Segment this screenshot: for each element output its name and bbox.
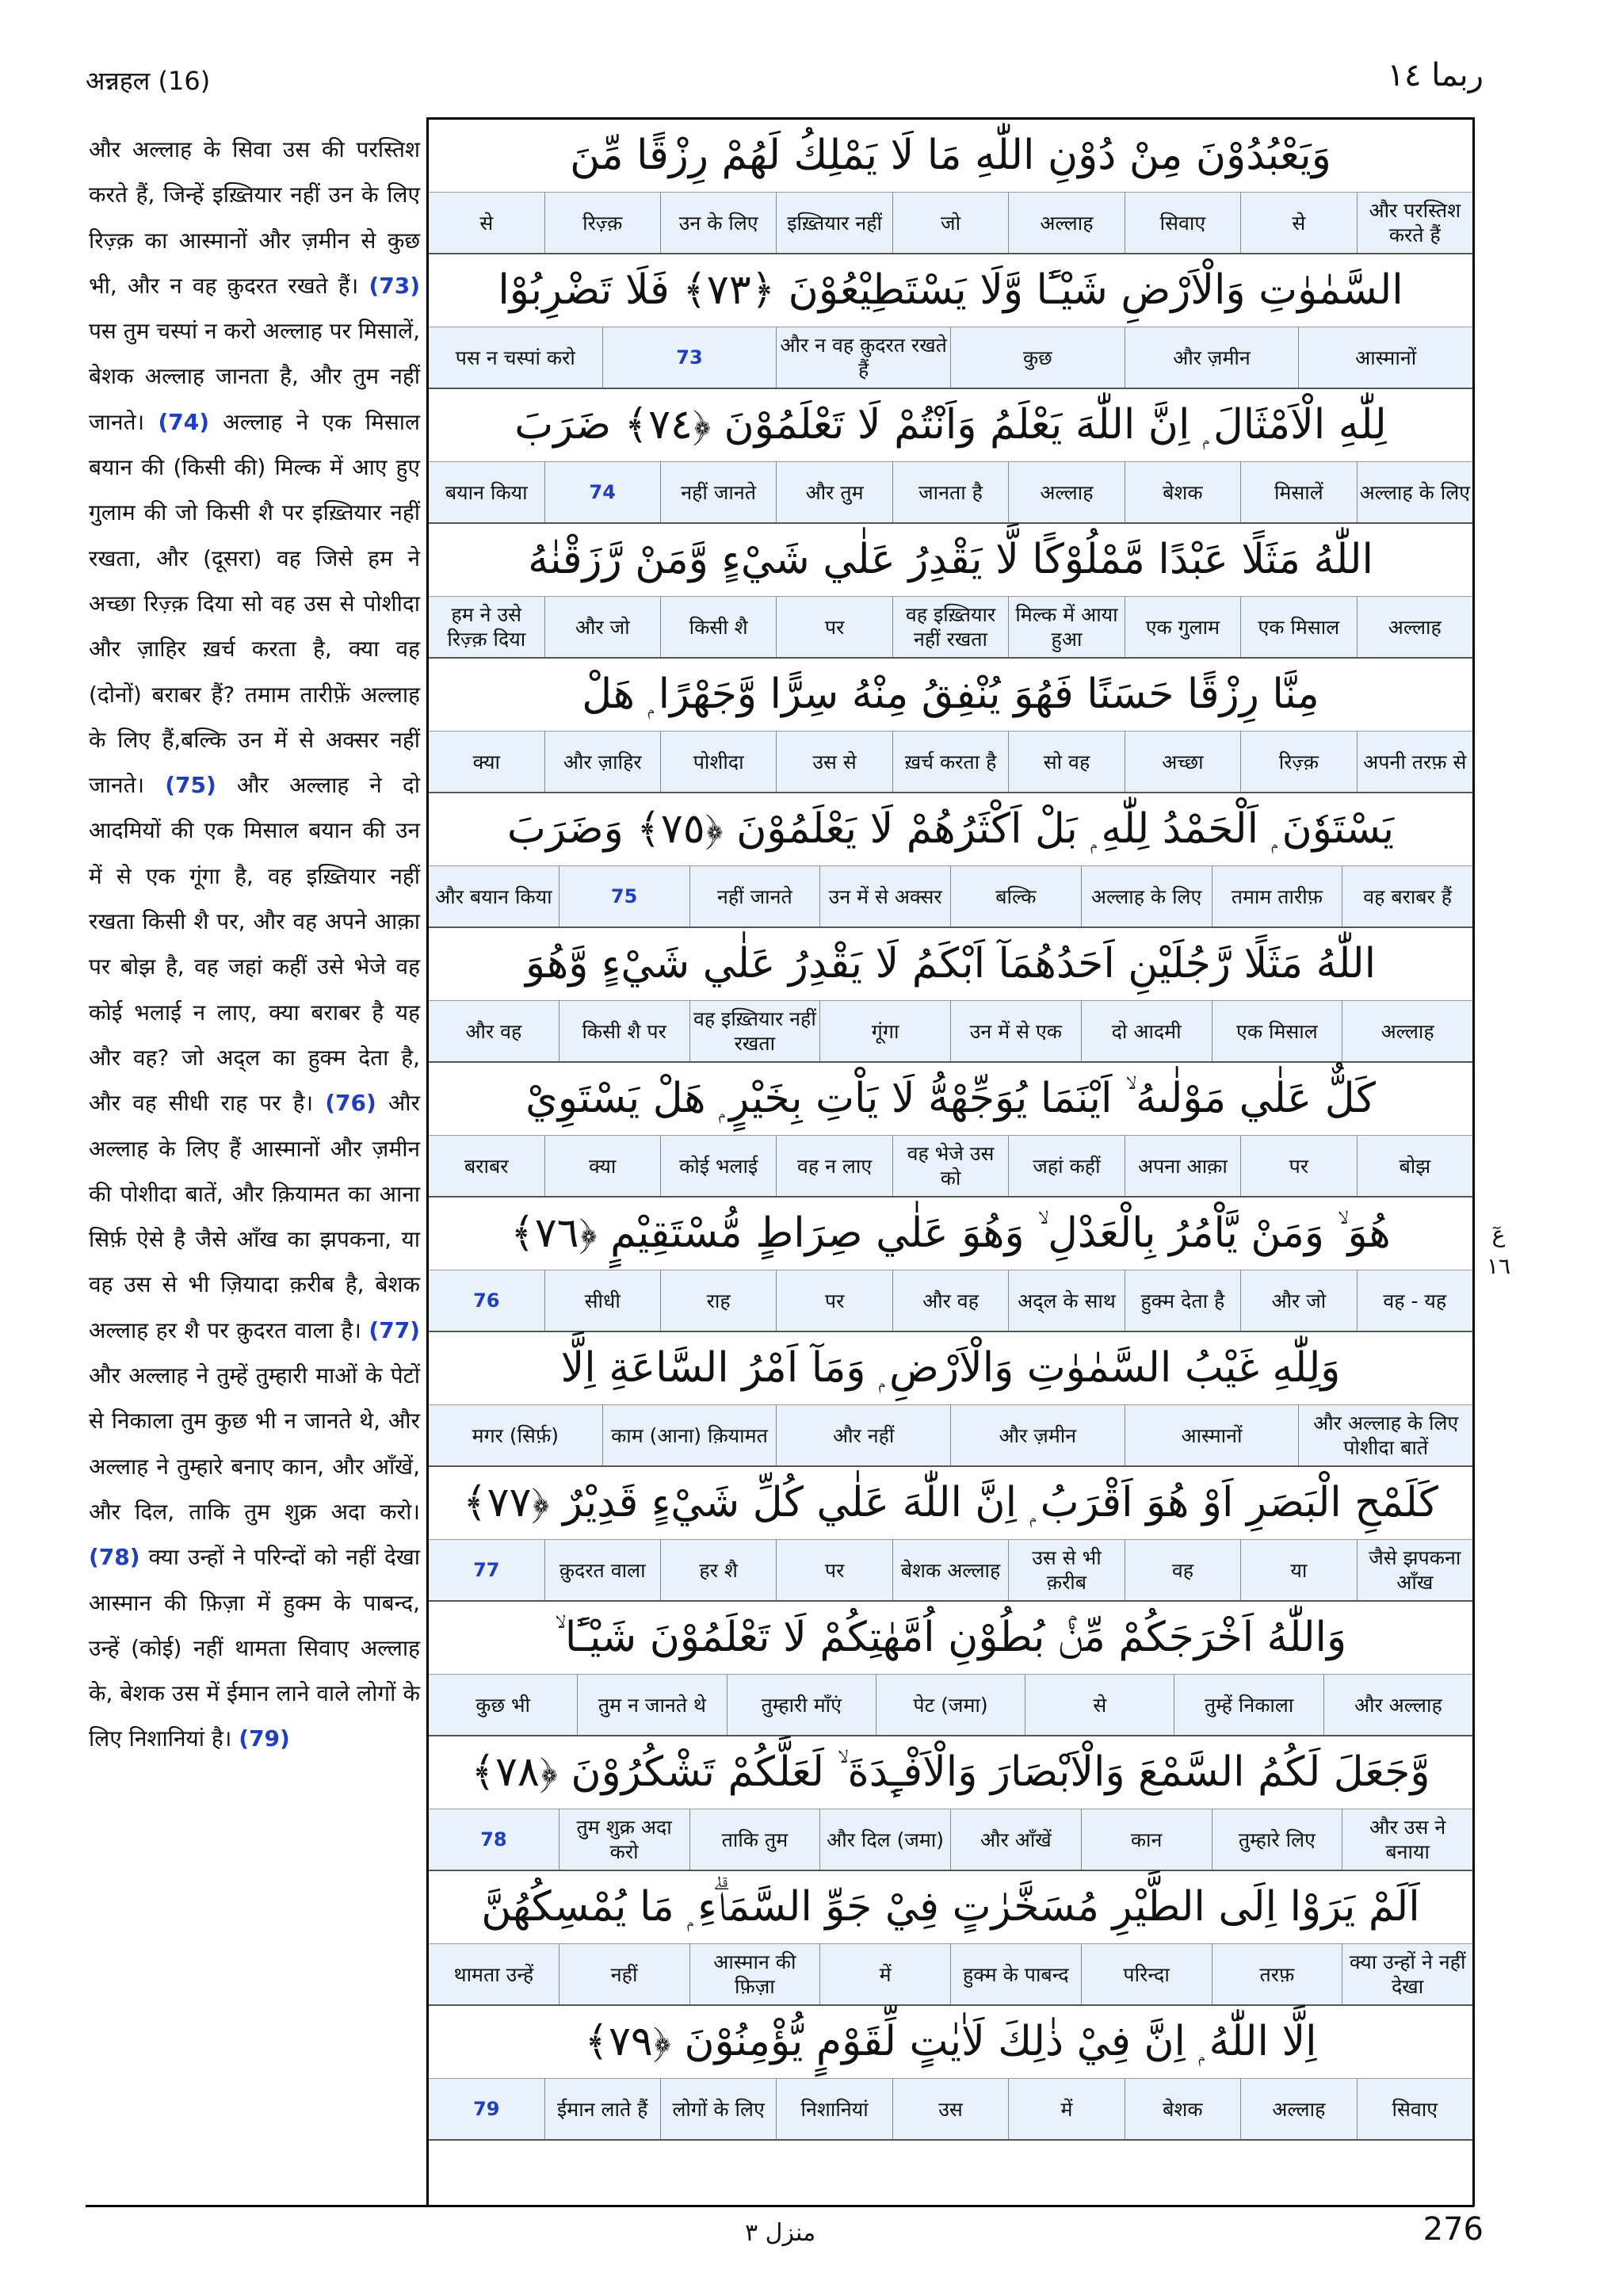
word-meaning-row [429,1809,1472,1871]
word-meaning-cell: और परस्तिश करते हैं [1357,193,1472,253]
word-meaning-cell: मगर (सिर्फ़) [472,1423,559,1447]
word-meaning-cell: वह इख़्तियार नहीं रखता [892,597,1008,657]
verse-number: (78) [89,1544,140,1571]
word-meaning-cell: और ज़ाहिर [544,732,660,792]
word-meaning-cell: पर [776,1270,892,1331]
verse-block [429,927,1472,1062]
verse-number: (73) [369,272,420,299]
word-meaning-cell: से [479,211,494,235]
word-meaning-cell: अच्छा [1125,732,1240,792]
verse-number-cell: 75 [559,866,689,926]
word-meaning-cell: अल्लाह [1342,1001,1472,1061]
word-meaning-cell: परिन्दा [1081,1944,1212,2004]
arabic-line: وَيَعْبُدُوْنَ مِنْ دُوْنِ اللّٰهِ مَا لَا يَمْلِكُ لَهُمْ رِزْقًا مِّنَ [570,132,1331,179]
word-meaning-cell: तुम शुक्र अदा करो [559,1809,689,1870]
word-meaning-cell: ईमान लाते हैं [544,2079,660,2139]
translation-paragraph [89,127,420,1762]
word-meaning-cell: मिसालें [1240,462,1356,522]
word-meaning-row [429,192,1472,254]
word-meaning-row [429,2078,1472,2141]
word-meaning-cell: किसी शै [660,597,776,657]
word-meaning-cell: तुम्हारी माँएं [727,1675,876,1735]
translation-text: और अल्लाह के लिए हैं आस्मानों और ज़मीन की पोशीदा बातें, और क़ियामत का आना सिर्फ़ ऐसे है जैसे आँख का झपकना, या वह उस से भी ज़ियादा क़रीब है, बेशक अल्लाह हर शै पर क़ुदरत वाला है। [89,1090,420,1343]
word-meaning-cell: उन के लिए [660,193,776,253]
word-meaning-cell: उस से [776,732,892,792]
word-meaning-row [429,1135,1472,1198]
word-meaning-row [429,327,1472,389]
word-meaning-row [429,1674,1472,1736]
translation-text: पस तुम चस्पां न करो अल्लाह पर मिसालें, बेशक अल्लाह जानता है, और तुम नहीं जानते। [89,318,420,435]
verse-number-cell: 73 [602,327,777,388]
word-meaning-cell: और बयान किया [435,884,552,908]
word-meaning-cell: अपना आक़ा [1125,1136,1240,1196]
word-meaning-cell: आस्मानों [1298,327,1472,388]
verse-number: (79) [239,1725,290,1752]
word-meaning-cell: और ज़मीन [1125,327,1299,388]
verse-block [429,1466,1472,1601]
arabic-line: كَلٌّ عَلٰي مَوْلٰىهُ ۙ اَيْنَمَا يُوَجِّهْهُّ لَا يَاْتِ بِخَيْرٍ ۭ هَلْ يَسْتَوِيْ [525,1074,1376,1122]
verse-block [429,658,1472,793]
arabic-line: السَّمٰوٰتِ وَالْاَرْضِ شَيْـًٔا وَّلَا يَسْتَطِيْعُوْنَ ﴿٧٣﴾ فَلَا تَضْرِبُوْا [498,266,1403,314]
word-meaning-cell: वह - यह [1357,1270,1472,1331]
word-meaning-cell: और जो [1240,1270,1356,1331]
arabic-line: اَلَمْ يَرَوْا اِلَى الطَّيْرِ مُسَخَّرٰتٍ فِيْ جَوِّ السَّمَاۗءِ ۭ مَا يُمْسِكُهُنَّ [481,1882,1420,1931]
verse-number-cell: 77 [473,1558,500,1581]
word-meaning-cell: बल्कि [950,866,1081,926]
word-meaning-cell: वह न लाए [776,1136,892,1196]
word-meaning-cell: जैसे झपकना आँख [1357,1540,1472,1600]
arabic-line: اللّٰهُ مَثَلًا رَّجُلَيْنِ اَحَدُهُمَآ اَبْكَمُ لَا يَقْدِرُ عَلٰي شَيْءٍ وَّهُوَ [525,940,1377,988]
translation-text: और अल्लाह के सिवा उस की परस्तिश करते हैं, जिन्हें इख़्तियार नहीं उन के लिए रिज़्क़ का आस्मानों और ज़मीन से कुछ भी, और न वह क़ुदरत रखते हैं। [89,136,420,299]
word-meaning-cell: और न वह क़ुदरत रखते हैं [776,327,950,388]
word-meaning-cell: बेशक [1125,462,1240,522]
translation-text: अल्लाह ने एक मिसाल बयान की (किसी की) मिल्क में आए हुए गुलाम की जो किसी शै पर इख़्तियार नहीं रखता, और (दूसरा) वह जिसे हम ने अच्छा रिज़्क़ दिया सो वह उस से पोशीदा और ज़ाहिर ख़र्च करता है, क्या वह (दोनों) बराबर हैं? तमाम तारीफ़ें अल्लाह के लिए हैं,बल्कि उन में से अक्सर नहीं जानते। [89,408,420,799]
verse-number: (75) [165,772,216,799]
word-meaning-cell: थामता उन्हें [453,1962,534,1986]
word-meaning-cell: तमाम तारीफ़ [1212,866,1342,926]
word-meaning-cell: वह भेजे उस को [892,1136,1008,1196]
verse-block [429,2005,1472,2140]
word-meaning-cell: नहीं [559,1944,689,2004]
word-by-word-column [429,119,1472,2140]
word-meaning-cell: से [1025,1675,1174,1735]
word-meaning-cell: वह [1125,1540,1240,1600]
word-meaning-cell: और आँखें [950,1809,1081,1870]
word-meaning-cell: मिल्क में आया हुआ [1008,597,1124,657]
word-meaning-cell: क्या [472,750,500,774]
verse-number: (74) [158,408,209,435]
verse-block [429,254,1472,388]
word-meaning-cell: अल्लाह [1240,2079,1356,2139]
word-meaning-cell: जानता है [892,462,1008,522]
word-meaning-cell: नहीं जानते [660,462,776,522]
word-meaning-cell: तुम्हें निकाला [1174,1675,1323,1735]
word-meaning-cell: बराबर [464,1154,509,1178]
word-meaning-cell: और दिल (जमा) [819,1809,950,1870]
word-meaning-cell: पोशीदा [660,732,776,792]
word-meaning-cell: एक गुलाम [1125,597,1240,657]
word-meaning-cell: निशानियां [776,2079,892,2139]
word-meaning-row [429,596,1472,659]
word-meaning-cell: सिवाए [1357,2079,1472,2139]
word-meaning-cell: बयान किया [445,480,528,504]
verse-block [429,1870,1472,2005]
word-meaning-cell: काम (आना) क़ियामत [602,1405,777,1465]
word-meaning-cell: अल्लाह [1008,193,1124,253]
word-meaning-cell: सीधी [544,1270,660,1331]
translation-text: क्या उन्हों ने परिन्दों को नहीं देखा आस्मान की फ़िज़ा में हुक्म के पाबन्द, उन्हें (कोई) नहीं थामता सिवाए अल्लाह के, बेशक उस में ईमान लाने वाले लोगों के लिए निशानियां है। [89,1544,420,1752]
arabic-line: هُوَ ۙ وَمَنْ يَّاْمُرُ بِالْعَدْلِ ۙ وَهُوَ عَلٰي صِرَاطٍ مُّسْتَقِيْمٍ ﴿٧٦﴾ [510,1209,1391,1257]
verse-number-cell: 78 [480,1828,507,1851]
word-meaning-cell: और अल्लाह [1323,1675,1472,1735]
word-meaning-cell: और जो [544,597,660,657]
word-meaning-cell: नहीं जानते [689,866,820,926]
word-meaning-cell: बेशक अल्लाह [892,1540,1008,1600]
word-meaning-cell: रिज़्क़ [1240,732,1356,792]
verse-block [429,119,1472,254]
hindi-translation-column [89,127,420,2195]
word-meaning-row [429,1943,1472,2006]
arabic-line: اِلَّا اللّٰهُ ۭ اِنَّ فِيْ ذٰلِكَ لَاٰيٰتٍ لِّقَوْمٍ يُّؤْمِنُوْنَ ﴿٧٩﴾ [584,2017,1317,2065]
word-meaning-cell: अल्लाह के लिए [1081,866,1212,926]
word-meaning-cell: रिज़्क़ [544,193,660,253]
word-meaning-cell: क़ुदरत वाला [544,1540,660,1600]
word-meaning-cell: वह इख़्तियार नहीं रखता [689,1001,820,1061]
page-header-surah: अन्नहल (16) [86,66,211,96]
word-meaning-row [429,731,1472,793]
verse-number-cell: 76 [473,1289,500,1312]
word-meaning-cell: हुक्म के पाबन्द [950,1944,1081,2004]
word-meaning-cell: अल्लाह [1357,597,1472,657]
arabic-line: كَلَمْحِ الْبَصَرِ اَوْ هُوَ اَقْرَبُ ۭ اِنَّ اللّٰهَ عَلٰي كُلِّ شَيْءٍ قَدِيْرٌ ﴿٧٧﴾ [463,1478,1438,1526]
word-meaning-cell: बोझ [1357,1136,1472,1196]
word-meaning-cell: और उस ने बनाया [1342,1809,1472,1870]
word-meaning-cell: अपनी तरफ़ से [1357,732,1472,792]
word-meaning-cell: लोगों के लिए [660,2079,776,2139]
verse-block [429,1736,1472,1870]
manzil-label: منزل ٣ [745,2219,816,2247]
frame-bottom-border [86,2205,1474,2207]
word-meaning-cell: एक मिसाल [1240,597,1356,657]
word-meaning-cell: उन में से एक [950,1001,1081,1061]
word-meaning-cell: इख़्तियार नहीं [776,193,892,253]
word-meaning-cell: किसी शै पर [559,1001,689,1061]
verse-number-cell: 79 [473,2097,500,2120]
arabic-line: وَاللّٰهُ اَخْرَجَكُمْ مِّنْۢ بُطُوْنِ اُمَّهٰتِكُمْ لَا تَعْلَمُوْنَ شَيْـًٔا ۙ [554,1613,1347,1661]
word-meaning-cell: हुक्म देता है [1125,1270,1240,1331]
word-meaning-cell: उस से भी क़रीब [1008,1540,1124,1600]
word-meaning-cell: सो वह [1008,732,1124,792]
word-meaning-cell: अद्ल के साथ [1008,1270,1124,1331]
word-meaning-cell: में [819,1944,950,2004]
word-meaning-cell: क्या [544,1136,660,1196]
word-meaning-cell: कान [1081,1809,1212,1870]
translation-text: और अल्लाह ने तुम्हें तुम्हारी माओं के पेटों से निकाला तुम कुछ भी न जानते थे, और अल्लाह ने तुम्हारे बनाए कान, और आँखें, और दिल, ताकि तुम शुक्र अदा करो। [89,1362,420,1525]
word-meaning-row [429,1000,1472,1063]
verse-block [429,523,1472,658]
verse-block [429,1197,1472,1331]
word-meaning-cell: उस [892,2079,1008,2139]
word-meaning-row [429,1539,1472,1602]
word-meaning-cell: और नहीं [776,1405,950,1465]
verse-block [429,1331,1472,1466]
word-meaning-cell: से [1240,193,1356,253]
word-meaning-cell: कोई भलाई [660,1136,776,1196]
translation-text: और अल्लाह ने दो आदमियों की एक मिसाल बयान की उन में से एक गूंगा है, वह इख़्तियार नहीं रखता किसी शै पर, और वह अपने आक़ा पर बोझ है, वह जहां कहीं उसे भेजे वह कोई भलाई न लाए, क्या बराबर है यह और वह? जो अद्ल का हुक्म देता है, और वह सीधी राह पर है। [89,772,421,1117]
word-meaning-cell: वह बराबर हैं [1342,866,1472,926]
word-meaning-cell: ख़र्च करता है [892,732,1008,792]
word-meaning-cell: क्या उन्हों ने नहीं देखा [1342,1944,1472,2004]
word-meaning-cell: बेशक [1125,2079,1240,2139]
word-meaning-cell: सिवाए [1125,193,1240,253]
word-meaning-cell: तुम्हारे लिए [1212,1809,1342,1870]
verse-number: (77) [369,1316,420,1343]
frame-right-border [1472,117,1475,2206]
verse-block [429,1601,1472,1736]
word-meaning-cell: पर [776,597,892,657]
arabic-line: اللّٰهُ مَثَلًا عَبْدًا مَّمْلُوْكًا لَّا يَقْدِرُ عَلٰي شَيْءٍ وَّمَنْ رَّزَقْنٰهُ [528,536,1373,583]
word-meaning-cell: और वह [892,1270,1008,1331]
arabic-line: لِلّٰهِ الْاَمْثَالَ ۭ اِنَّ اللّٰهَ يَعْلَمُ وَاَنْتُمْ لَا تَعْلَمُوْنَ ﴿٧٤﴾ ضَرَبَ [514,400,1387,449]
word-meaning-cell: अल्लाह [1008,462,1124,522]
arabic-line: وَّجَعَلَ لَكُمُ السَّمْعَ وَالْاَبْصَارَ وَالْاَفْـِٕدَةَ ۙ لَعَلَّكُمْ تَشْكُرُوْنَ ﴿٧٨﴾ [471,1748,1430,1796]
word-meaning-cell: आस्मान की फ़िज़ा [689,1944,820,2004]
word-meaning-cell: तुम न जानते थे [577,1675,726,1735]
verse-block [429,793,1472,927]
word-meaning-cell: और ज़मीन [950,1405,1125,1465]
word-meaning-cell: जो [892,193,1008,253]
word-meaning-cell: पर [1240,1136,1356,1196]
word-meaning-cell: और अल्लाह के लिए पोशीदा बातें [1298,1405,1472,1465]
word-meaning-row [429,1270,1472,1332]
ruku-symbol: عٓ [1491,1221,1506,1247]
page-header-juz: ربما ١٤ [1387,57,1484,94]
verse-number: (76) [325,1090,376,1117]
word-meaning-cell: गूंगा [819,1001,950,1061]
page-number: 276 [1423,2211,1484,2248]
word-meaning-cell: आस्मानों [1125,1405,1299,1465]
word-meaning-row [429,1404,1472,1467]
word-meaning-cell: और वह [465,1019,522,1043]
word-meaning-cell: और तुम [776,462,892,522]
word-meaning-cell: उन में से अक्सर [819,866,950,926]
word-meaning-cell: में [1008,2079,1124,2139]
word-meaning-cell: पस न चस्पां करो [455,346,575,369]
arabic-line: يَسْتَوٗنَ ۭ اَلْحَمْدُ لِلّٰهِ ۭ بَلْ اَكْثَرُهُمْ لَا يَعْلَمُوْنَ ﴿٧٥﴾ وَضَرَبَ [506,804,1395,853]
word-meaning-cell: दो आदमी [1081,1001,1212,1061]
word-meaning-row [429,461,1472,524]
verse-number-cell: 74 [544,462,660,522]
word-meaning-cell: अल्लाह के लिए [1357,462,1472,522]
word-meaning-cell: हर शै [660,1540,776,1600]
word-meaning-cell: ताकि तुम [689,1809,820,1870]
word-meaning-cell: एक मिसाल [1212,1001,1342,1061]
word-meaning-cell: पर [776,1540,892,1600]
word-meaning-cell: पेट (जमा) [876,1675,1025,1735]
ruku-margin-mark [1479,1219,1518,1282]
word-meaning-cell: कुछ [950,327,1125,388]
word-meaning-cell: या [1240,1540,1356,1600]
verse-block [429,388,1472,523]
verse-block [429,1062,1472,1197]
word-meaning-cell: जहां कहीं [1008,1136,1124,1196]
word-meaning-cell: कुछ भी [475,1693,531,1717]
word-meaning-cell: हम ने उसे रिज़्क़ दिया [447,603,526,651]
arabic-line: مِنَّا رِزْقًا حَسَنًا فَهُوَ يُنْفِقُ مِنْهُ سِرًّا وَّجَهْرًا ۭ هَلْ [582,670,1319,718]
word-meaning-cell: तरफ़ [1212,1944,1342,2004]
word-meaning-cell: राह [660,1270,776,1331]
ruku-number: ١٦ [1486,1253,1511,1279]
word-meaning-row [429,865,1472,928]
arabic-line: وَلِلّٰهِ غَيْبُ السَّمٰوٰتِ وَالْاَرْضِ ۭ وَمَآ اَمْرُ السَّاعَةِ اِلَّا [560,1343,1341,1392]
